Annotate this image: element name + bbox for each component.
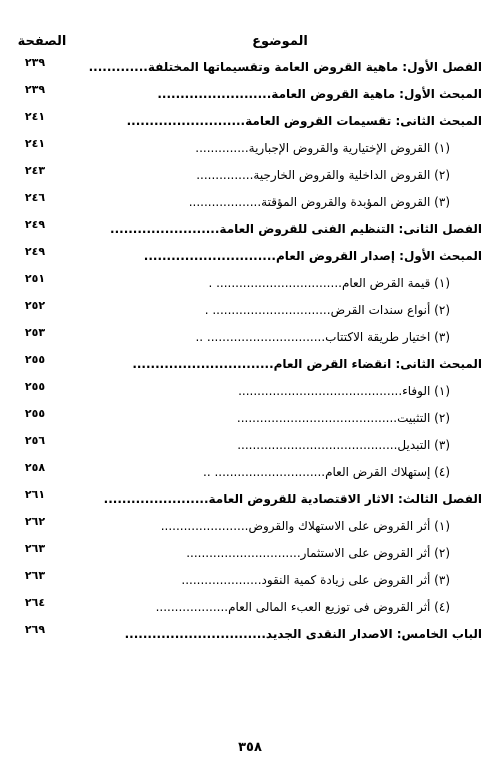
toc-entry-text: (١) الوفاء...........................................: [238, 384, 450, 398]
toc-entry-page: ٢٤٩: [24, 218, 46, 231]
toc-entry-page: ٢٤٦: [24, 191, 46, 204]
toc-entry-text: (٣) اختيار طريقة الاكتتاب............................... ..: [195, 330, 450, 344]
toc-entry-text: (٣) التبديل..........................................: [237, 438, 450, 452]
toc-row: [0, 376, 500, 403]
toc-entry-page: ٢٣٩: [24, 56, 46, 69]
toc-row: [0, 268, 500, 295]
toc-row: [0, 511, 500, 538]
toc-entry-text: (٢) التثبيت..........................................: [236, 411, 450, 425]
page-column-header: الصفحة: [17, 34, 67, 49]
toc-entry-text: الفصل الثانى: التنظيم الفنى للقروض العامة........................: [110, 222, 482, 236]
toc-row: [0, 133, 500, 160]
toc-entry-page: ٢٥٥: [24, 407, 46, 420]
toc-entry-page: ٢٤٩: [24, 245, 46, 258]
toc-row: [0, 214, 500, 241]
toc-entry-text: الباب الخامس: الاصدار النقدى الجديد...............................: [124, 627, 482, 641]
toc-entry-text: (١) القروض الإختيارية والقروض الإجبارية..............: [195, 141, 450, 155]
toc-entry-page: ٢٣٩: [24, 83, 46, 96]
toc-row: [0, 349, 500, 376]
page-number: ٣٥٨: [238, 740, 262, 755]
topic-column-header: الموضوع: [252, 34, 308, 49]
toc-entry-text: (١) قيمة القرض العام................................. .: [208, 276, 450, 290]
toc-entry-page: ٢٦١: [24, 488, 46, 501]
toc-entry-page: ٢٦٢: [24, 515, 46, 528]
toc-entry-page: ٢٥٥: [24, 380, 46, 393]
toc-entry-text: (١) أثر القروض على الاستهلاك والقروض.......................: [160, 519, 450, 533]
toc-entry-text: (٤) أثر القروض فى توزيع العبء المالى العام...................: [155, 600, 450, 614]
toc-row: [0, 52, 500, 79]
toc-entry-text: (٢) أثر القروض على الاستثمار..............................: [186, 546, 450, 560]
toc-row: [0, 79, 500, 106]
toc-entry-text: (٢) القروض الداخلية والقروض الخارجية...............: [196, 168, 450, 182]
toc-row: [0, 241, 500, 268]
toc-row: [0, 538, 500, 565]
toc-entry-page: ٢٥٣: [24, 326, 46, 339]
toc-row: [0, 106, 500, 133]
toc-row: [0, 322, 500, 349]
toc-entry-text: (٣) القروض المؤبدة والقروض المؤقتة...................: [188, 195, 450, 209]
toc-entry-page: ٢٥٥: [24, 353, 46, 366]
toc-row: [0, 295, 500, 322]
toc-entry-text: المبحث الثانى: انقضاء القرض العام...............................: [132, 357, 482, 371]
toc-row: [0, 430, 500, 457]
toc-entry-text: الفصل الثالث: الاثار الاقتصادية للقروض العامة.......................: [103, 492, 482, 506]
toc-row: [0, 187, 500, 214]
toc-row: [0, 457, 500, 484]
toc-entry-page: ٢٦٣: [24, 569, 46, 582]
toc-entry-text: (٣) أثر القروض على زيادة كمية النقود.....................: [181, 573, 450, 587]
toc-row: [0, 484, 500, 511]
toc-entry-text: المبحث الأول: ماهية القروض العامة.........................: [157, 87, 482, 101]
toc-entry-page: ٢٥٨: [24, 461, 46, 474]
toc-row: [0, 565, 500, 592]
toc-entry-page: ٢٥٢: [24, 299, 46, 312]
toc-entry-text: المبحث الثانى: تقسيمات القروض العامة..........................: [126, 114, 482, 128]
toc-entry-page: ٢٥٦: [24, 434, 46, 447]
toc-entry-text: (٤) إستهلاك القرض العام............................. ..: [203, 465, 450, 479]
toc-entry-page: ٢٥١: [24, 272, 46, 285]
toc-entry-page: ٢٦٤: [24, 596, 46, 609]
toc-entry-page: ٢٤١: [24, 137, 46, 150]
toc-row: [0, 160, 500, 187]
toc-entry-page: ٢٤٣: [24, 164, 46, 177]
toc-row: [0, 619, 500, 646]
toc-entry-page: ٢٦٣: [24, 542, 46, 555]
toc-entry-page: ٢٦٩: [24, 623, 46, 636]
toc-row: [0, 403, 500, 430]
toc-entry-page: ٢٤١: [24, 110, 46, 123]
toc-entry-text: المبحث الأول: إصدار القروض العام.............................: [143, 249, 482, 263]
toc-row: [0, 592, 500, 619]
toc-entry-text: (٢) أنواع سندات القرض............................... .: [204, 303, 450, 317]
toc-entry-text: الفصل الأول: ماهية القروض العامة وتقسيماتها المختلفة.............: [88, 60, 482, 74]
